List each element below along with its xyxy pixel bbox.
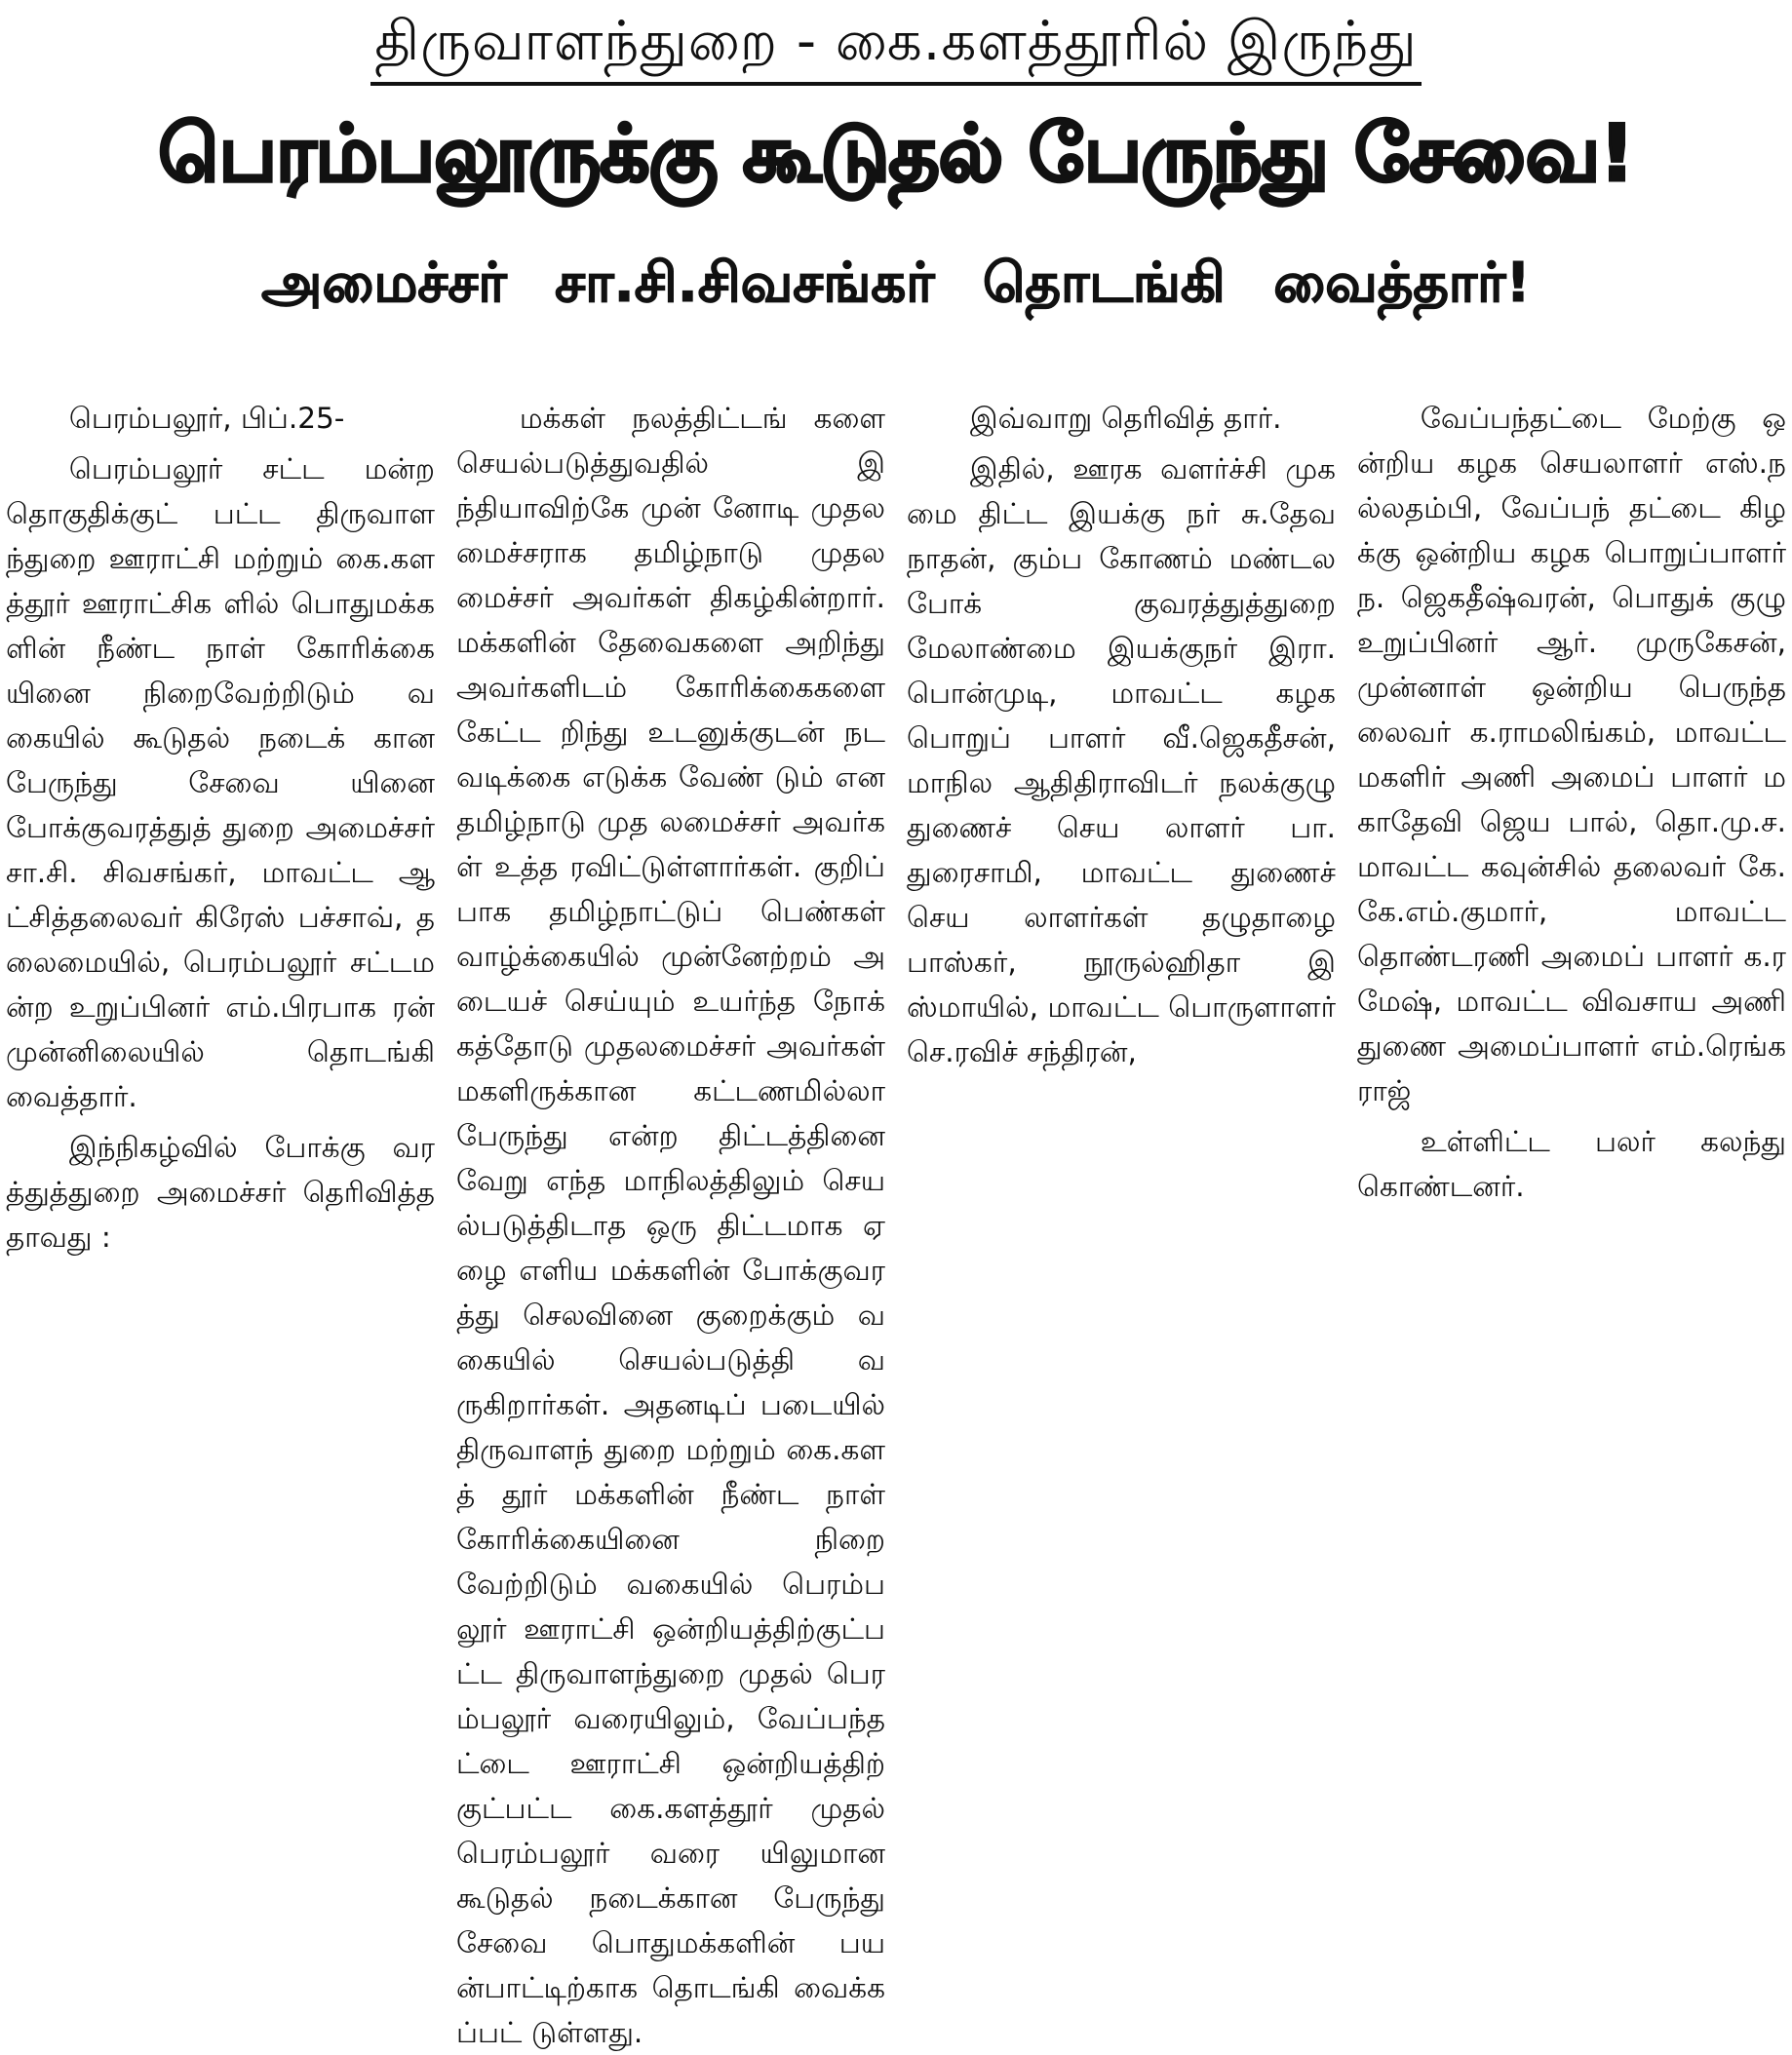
dateline: பெரம்பலூர், பிப்.25- [68, 402, 345, 435]
paragraph-1: பெரம்பலூர் சட்ட மன்ற தொகுதிக்குட் பட்ட திருவாளந்துறை ஊராட்சி மற்றும் கை.களத்தூர் ஊராட்சிக ளில் பொதுமக்களின் நீண்ட நாள் கோரிக்கை யினை நிறைவேற்றிடும் வகையில் கூடுதல் நடைக் கான பேருந்து சேவை யினை போக்குவரத்துத் துறை அமைச்சர் சா.சி. சிவசங்கர், மாவட்ட ஆட்சித்தலைவர் கிரேஸ் பச்சாவ், தலைமையில், பெரம்பலூர் சட்டமன்ற உறுப்பினர் எம்.பிரபாக ரன் முன்னிலையில் தொடங்கி வைத்தார். [6, 452, 435, 1113]
article-body [6, 396, 1786, 2049]
headline: பெரம்பலூருக்கு கூடுதல் பேருந்து சேவை! [158, 108, 1634, 199]
paragraph-7: உள்ளிட்ட பலர் கலந்து கொண்டனர். [1357, 1125, 1786, 1203]
paragraph-2: இந்நிகழ்வில் போக்கு வரத்துத்துறை அமைச்சர் தெரிவித்ததாவது : [6, 1131, 435, 1254]
column-4 [1357, 396, 1786, 1741]
column-3 [907, 396, 1336, 1741]
column-2 [456, 396, 885, 2049]
kicker: திருவாளந்துறை - கை.களத்தூரில் இருந்து [370, 2, 1421, 86]
paragraph-6: வேப்பந்தட்டை மேற்கு ஒன்றிய கழக செயலாளர் எஸ்.நல்லதம்பி, வேப்பந் தட்டை கிழக்கு ஒன்றிய கழக பொறுப்பாளர் ந. ஜெகதீஷ்வரன், பொதுக் குழு உறுப்பினர் ஆர். முருகேசன், முன்னாள் ஒன்றிய பெருந்தலைவர் க.ராமலிங்கம், மாவட்ட மகளிர் அணி அமைப் பாளர் மகாதேவி ஜெய பால், தொ.மு.ச.மாவட்ட கவுன்சில் தலைவர் கே. கே.எம்.குமார், மாவட்ட தொண்டரணி அமைப் பாளர் க.ரமேஷ், மாவட்ட விவசாய அணி துணை அமைப்பாளர் எம்.ரெங்கராஜ் [1357, 402, 1786, 1107]
column-1 [6, 396, 435, 1741]
paragraph-3: மக்கள் நலத்திட்டங் களை செயல்படுத்துவதில் இந்தியாவிற்கே முன் னோடி முதலமைச்சராக தமிழ்நாடு முதலமைச்சர் அவர்கள் திகழ்கின்றார். மக்களின் தேவைகளை அறிந்து அவர்களிடம் கோரிக்கைகளை கேட்ட றிந்து உடனுக்குடன் நட வடிக்கை எடுக்க வேண் டும் என தமிழ்நாடு முத லமைச்சர் அவர்கள் உத்த ரவிட்டுள்ளார்கள். குறிப் பாக தமிழ்நாட்டுப் பெண்கள் வாழ்க்கையில் முன்னேற்றம் அடையச் செய்யும் உயர்ந்த நோக் கத்தோடு முதலமைச்சர் அவர்கள் மகளிருக்கான கட்டணமில்லா பேருந்து என்ற திட்டத்தினை வேறு எந்த மாநிலத்திலும் செயல்படுத்திடாத ஒரு திட்டமாக ஏழை எளிய மக்களின் போக்குவரத்து செலவினை குறைக்கும் வகையில் செயல்படுத்தி வருகிறார்கள். அதனடிப் படையில் திருவாளந் துறை மற்றும் கை.களத் தூர் மக்களின் நீண்ட நாள் கோரிக்கையினை நிறை வேற்றிடும் வகையில் பெரம்பலூர் ஊராட்சி ஒன்றியத்திற்குட்பட்ட திருவாளந்துறை முதல் பெரம்பலூர் வரையிலும், வேப்பந்தட்டை ஊராட்சி ஒன்றியத்திற் குட்பட்ட கை.களத்தூர் முதல் பெரம்பலூர் வரை யிலுமான கூடுதல் நடைக்கான பேருந்து சேவை பொதுமக்களின் பயன்பாட்டிற்காக தொடங்கி வைக்கப்பட் டுள்ளது. [456, 402, 885, 2049]
paragraph-4: இவ்வாறு தெரிவித் தார். [969, 402, 1282, 435]
kicker-wrap [6, 0, 1786, 96]
subheadline: அமைச்சர் சா.சி.சிவசங்கர் தொடங்கி வைத்தார்! [261, 252, 1531, 315]
paragraph-5: இதில், ஊரக வளர்ச்சி முகமை திட்ட இயக்கு நர் சு.தேவநாதன், கும்ப கோணம் மண்டல போக் குவரத்துத்துறை மேலாண்மை இயக்குநர் இரா.பொன்முடி, மாவட்ட கழக பொறுப் பாளர் வீ.ஜெகதீசன், மாநில ஆதிதிராவிடர் நலக்குழு துணைச் செய லாளர் பா.துரைசாமி, மாவட்ட துணைச் செய லாளர்கள் தழுதாழை பாஸ்கர், நூருல்ஹிதா இஸ்மாயில், மாவட்ட பொருளாளர் செ.ரவிச் சந்திரன், [907, 452, 1336, 1068]
